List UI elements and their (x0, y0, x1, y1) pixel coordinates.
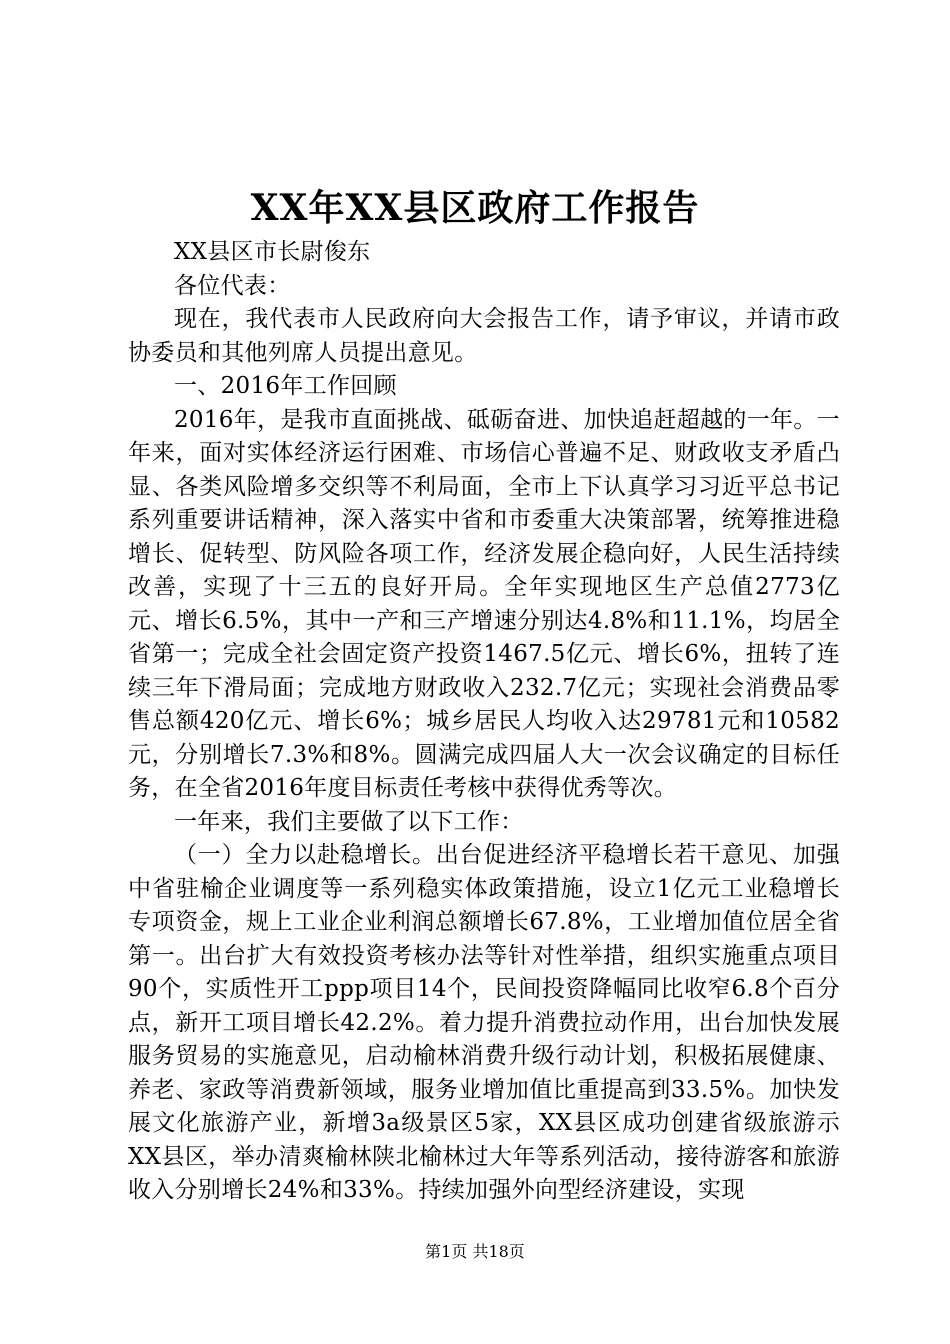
document-body (128, 236, 840, 1208)
paragraph-intro: 现在，我代表市人民政府向大会报告工作，请予审议，并请市政协委员和其他列席人员提出意见。 (128, 306, 840, 366)
author-line: XX县区市长尉俊东 (174, 239, 371, 265)
paragraph-review: 2016年，是我市直面挑战、砥砺奋进、加快追赶超越的一年。一年来，面对实体经济运行困难、市场信心普遍不足、财政收支矛盾凸显、各类风险增多交织等不利局面，全市上下认真学习习近平总书记系列重要讲话精神，深入落实中省和市委重大决策部署，统筹推进稳增长、促转型、防风险各项工作，经济发展企稳向好，人民生活持续改善，实现了十三五的良好开局。全年实现地区生产总值2773亿元、增长6.5%，其中一产和三产增速分别达4.8%和11.1%，均居全省第一；完成全社会固定资产投资1467.5亿元、增长6%，扭转了连续三年下滑局面；完成地方财政收入232.7亿元；实现社会消费品零售总额420亿元、增长6%；城乡居民人均收入达29781元和10582元，分别增长7.3%和8%。圆满完成四届人大一次会议确定的目标任务，在全省2016年度目标责任考核中获得优秀等次。 (128, 406, 840, 801)
section-heading: 一、2016年工作回顾 (174, 373, 397, 399)
paragraph-work-intro: 一年来，我们主要做了以下工作： (174, 808, 524, 835)
document-title: XX年XX县区政府工作报告 (250, 187, 700, 229)
salutation: 各位代表： (174, 272, 291, 299)
paragraph-growth: （一）全力以赴稳增长。出台促进经济平稳增长若干意见、加强中省驻榆企业调度等一系列稳实体政策措施，设立1亿元工业稳增长专项资金，规上工业企业利润总额增长67.8%，工业增加值位居全省第一。出台扩大有效投资考核办法等针对性举措，组织实施重点项目90个，实质性开工ppp项目14个，民间投资降幅同比收窄6.8个百分点，新开工项目增长42.2%。着力提升消费拉动作用，出台加快发展服务贸易的实施意见，启动榆林消费升级行动计划，积极拓展健康、养老、家政等消费新领域，服务业增加值比重提高到33.5%。加快发展文化旅游产业，新增3a级景区5家，XX县区成功创建省级旅游示XX县区，举办清爽榆林陕北榆林过大年等系列活动，接待游客和旅游收入分别增长24%和33%。持续加强外向型经济建设，实现 (128, 842, 840, 1203)
page-footer: 第1页 共18页 (425, 1242, 525, 1261)
